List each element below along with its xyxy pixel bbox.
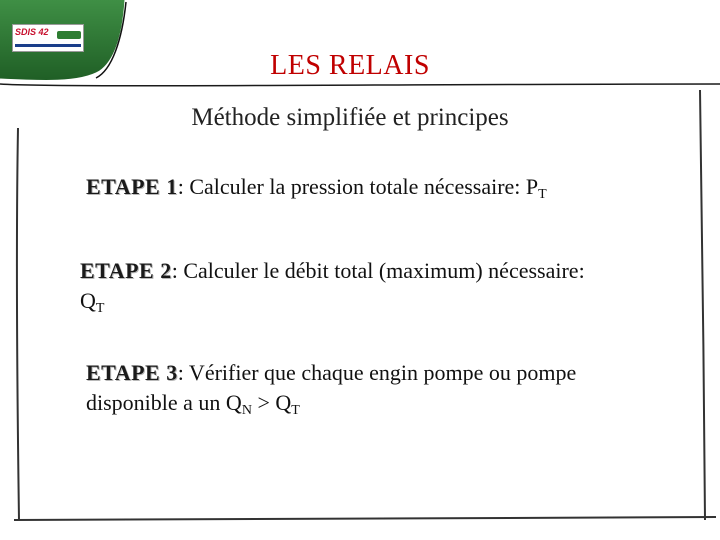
step-2-line2: Q bbox=[80, 288, 96, 313]
step-2-label: ETAPE 2 bbox=[80, 258, 172, 283]
step-1-text: : Calculer la pression totale nécessaire: P bbox=[177, 174, 539, 199]
step-2-subscript: T bbox=[95, 301, 105, 316]
step-3-line2-a: disponible a un Q bbox=[86, 390, 242, 415]
step-3-text: : Vérifier que chaque engin pompe ou pompe bbox=[177, 360, 577, 385]
step-1 bbox=[86, 172, 547, 202]
step-3-line2-b: > Q bbox=[251, 390, 292, 415]
step-3-label: ETAPE 3 bbox=[86, 360, 178, 385]
slide-title: LES RELAIS bbox=[270, 50, 430, 81]
step-1-subscript: T bbox=[538, 187, 547, 202]
step-2-text: : Calculer le débit total (maximum) nécessaire: bbox=[171, 258, 585, 283]
logo-text: SDIS 42 bbox=[15, 27, 49, 37]
step-3 bbox=[86, 358, 686, 418]
step-1-label: ETAPE 1 bbox=[86, 174, 178, 199]
step-3-subscript-t: T bbox=[291, 403, 300, 418]
step-2 bbox=[80, 256, 680, 316]
slide-subtitle: Méthode simplifiée et principes bbox=[191, 104, 509, 131]
step-3-subscript-n: N bbox=[241, 403, 252, 418]
